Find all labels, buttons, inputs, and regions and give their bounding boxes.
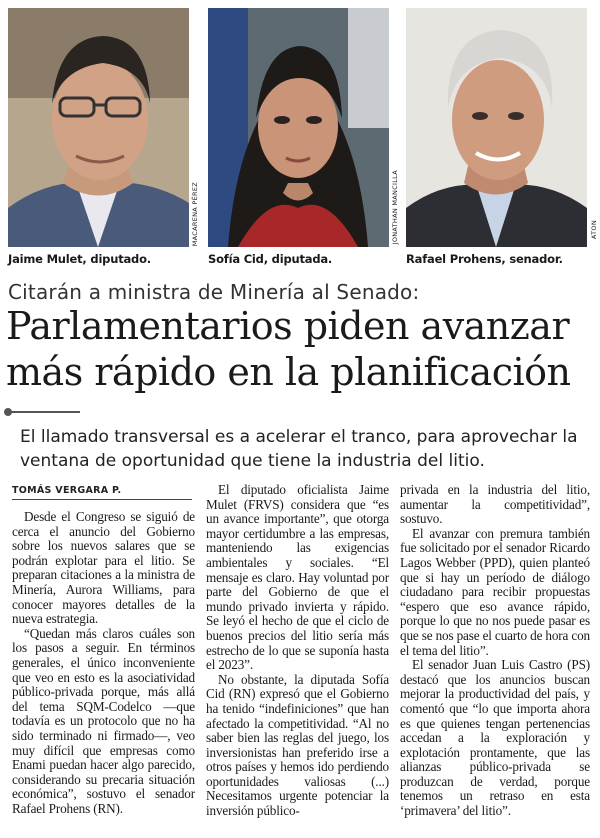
- photo-caption: Sofía Cid, diputada.: [208, 252, 333, 266]
- paragraph: Desde el Congreso se siguió de cerca el anuncio del Gobierno sobre los nuevos salares que se podrán explotar para el litio. Se preparan citaciones a la ministra de Minería, Aurora Williams, para conocer mayores detalles de la nueva estrategia.: [12, 509, 195, 627]
- paragraph: “Quedan más claros cuáles son los pasos a seguir. En términos generales, el único inconveniente que veo en esto es la asociatividad público-privada porque, más allá del tema SQM-Codelco —que todavía es un protocolo que no ha sido terminado ni firmado—, veo muy difícil que empresas como Enami puedan hacer algo parecido, considerando su precaria situación económica”, sostuvo el senador Rafael Prohens (RN).: [12, 625, 195, 816]
- photo-jaime-mulet: [8, 8, 189, 247]
- paragraph: No obstante, la diputada Sofía Cid (RN) expresó que el Gobierno ha tenido “indefiniciones” que han afectado la competitividad. “Al no saber bien las reglas del juego, los inversionistas han preferido irse a otros países y hemos ido perdiendo oportunidades valiosas (...) Necesitamos urgente potenciar la inversión público-: [206, 671, 389, 819]
- headline-line: Parlamentarios piden avanzar: [6, 304, 570, 348]
- byline: TOMÁS VERGARA P.: [12, 485, 122, 496]
- photo-caption: Rafael Prohens, senador.: [406, 252, 563, 266]
- paragraph: privada en la industria del litio, aumentar la competitividad”, sostuvo.: [400, 482, 590, 527]
- deck: El llamado transversal es a acelerar el tranco, para aprovechar la ventana de oportunidad que tiene la industria del litio.: [20, 427, 578, 471]
- article-column-3: [400, 483, 590, 819]
- photo-credit: MACARENA PÉREZ: [191, 182, 199, 247]
- paragraph: El avanzar con premura también fue solicitado por el senador Ricardo Lagos Webber (PPD), quien planteó que si hay un período de diálogo ciudadano para recibir propuestas “espero que eso avance rápido, porque lo que no nos puede pasar es que se nos pase el cuarto de hora con el tema del litio”.: [400, 525, 590, 658]
- paragraph: El senador Juan Luis Castro (PS) destacó que los anuncios buscan mejorar la productividad del país, y comentó que “lo que importa ahora es que quienes tengan pertenencias accedan a la exploración y explotación prontamente, que las alianzas público-privada se produzcan de verdad, porque tenemos un retraso en esta ‘primavera’ del litio”.: [400, 657, 590, 819]
- divider-dot: [4, 408, 12, 416]
- paragraph: El diputado oficialista Jaime Mulet (FRVS) considera que “es un avance importante”, que otorga mayor certidumbre a las empresas, manteniendo las exigencias ambientales y sociales. “El mensaje es claro. Hay voluntad por parte del Gobierno de que el mundo privado invierta y rápido. Se leyó el hecho de que el ciclo de buenos precios del litio sería más estrecho de lo que se suponía hasta el 2023”.: [206, 482, 389, 673]
- headline-line: más rápido en la planificación: [6, 350, 571, 394]
- divider: [8, 411, 80, 413]
- article-column-1: [12, 510, 195, 816]
- article-column-2: [206, 483, 389, 819]
- photo-rafael-prohens: [406, 8, 587, 247]
- kicker: Citarán a ministra de Minería al Senado:: [8, 280, 420, 304]
- photo-caption: Jaime Mulet, diputado.: [8, 252, 151, 266]
- photo-credit: JONATHAN MANCILLA: [391, 170, 399, 245]
- headline: [6, 303, 596, 395]
- photo-credit: ATON: [590, 220, 598, 240]
- divider: [12, 499, 192, 500]
- photo-sofia-cid: [208, 8, 389, 247]
